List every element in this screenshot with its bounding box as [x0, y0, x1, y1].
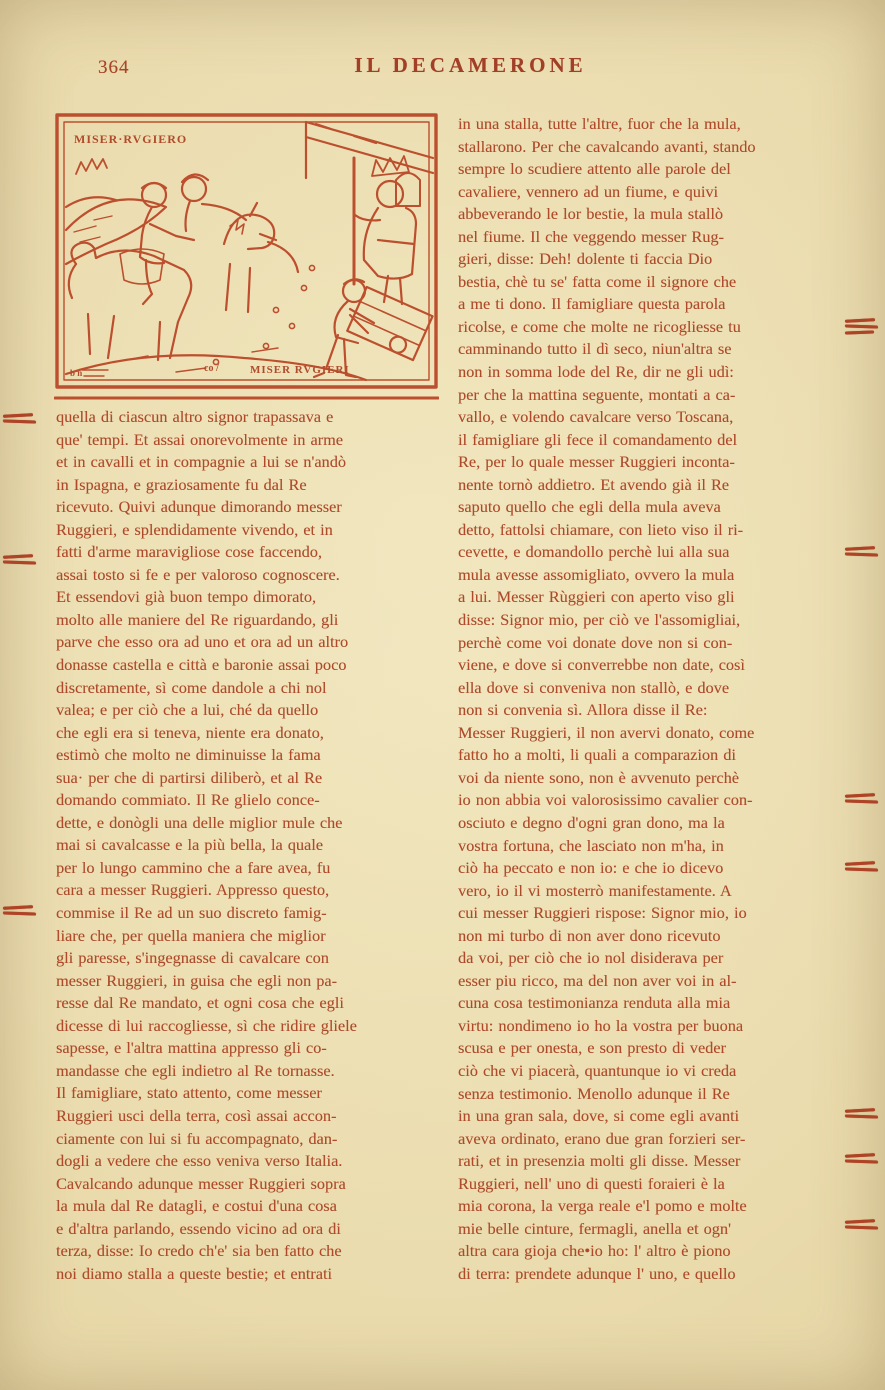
text-line: sempre lo scudiere attento alle parole del: [458, 159, 731, 179]
text-line: assai tosto si fe e per valoroso cognoscere.: [56, 564, 340, 584]
mark-bar: [3, 911, 36, 916]
text-line: Ruggieri, nell' uno di questi foraieri è la: [458, 1173, 725, 1193]
text-line: Ruggieri, e splendidamente vivendo, et in: [56, 519, 333, 539]
text-line: a lui. Messer Rùggieri con aperto viso gli: [458, 587, 735, 607]
saddle-blanket: [120, 249, 164, 284]
text-line: il famigliare gli fece il comandamento del: [458, 429, 738, 449]
text-line: abbeverando le lor bestie, la mula stallò: [458, 204, 724, 224]
horse-legs: [226, 242, 298, 312]
text-line: resse dal Re mandato, et ogni cosa che egli: [56, 993, 344, 1013]
text-line: et in cavalli et in compagnie a lui se n'andò: [56, 452, 346, 472]
text-line: ella dove si conveniva non stallò, e dove: [458, 677, 730, 697]
mark-bar: [845, 1108, 875, 1113]
mark-bar: [845, 1159, 878, 1164]
text-line: valea; e per ciò che a lui, ché da quello: [56, 700, 319, 720]
mark-bar: [3, 419, 36, 424]
text-line: ciamente con lui si fu accompagnato, dan-: [56, 1128, 338, 1148]
margin-mark-annotation: [845, 791, 879, 806]
mark-bar: [845, 324, 878, 329]
text-line: a me ti dono. Il famigliare questa parola: [458, 294, 726, 314]
text-line: messer Ruggieri, in guisa che egli non pa-: [56, 970, 337, 990]
margin-mark-annotation: [3, 552, 37, 567]
text-line: nente tornò addietro. Et avendo già il Re: [458, 474, 730, 494]
text-line: discretamente, sì come dandole a chi nol: [56, 677, 327, 697]
mark-bar: [845, 1114, 878, 1119]
mark-bar: [845, 1219, 875, 1224]
text-line: commise il Re ad un suo discreto famig-: [56, 903, 327, 923]
text-line: mie belle cinture, fermagli, anella et ogn': [458, 1218, 731, 1238]
text-line: mandasse che egli indietro al Re tornasse.: [56, 1060, 335, 1080]
text-line: non si convenia sì. Allora disse il Re:: [458, 700, 708, 720]
text-line: cuna cosa testimonianza renduta alla mia: [458, 993, 731, 1013]
text-line: cavaliere, vennero ad un fiume, e quivi: [458, 181, 719, 201]
text-line: cevette, e domandollo perchè lui alla sua: [458, 542, 730, 562]
text-line: gieri, disse: Deh! dolente ti faccia Dio: [458, 249, 713, 269]
text-line: bestia, chè tu se' fatta come il signore che: [458, 271, 737, 291]
margin-mark-annotation: [845, 544, 879, 559]
mark-bar: [845, 867, 878, 872]
text-line: ciò ha peccato e non io: e che io dicevo: [458, 858, 724, 878]
woodcut-caption-bottom: MISER RVGIERI: [250, 364, 350, 376]
woodcut-illustration: [54, 112, 439, 405]
text-line: in una stalla, tutte l'altre, fuor che la mula,: [458, 114, 741, 133]
text-line: camminando tutto il dì seco, niun'altra se: [458, 339, 732, 359]
text-line: sua· per che di partirsi diliberò, et al Re: [56, 767, 323, 787]
margin-marks-right: [837, 0, 883, 1390]
text-line: voi da niente sono, non è avvenuto perchè: [458, 767, 739, 787]
text-line: osciuto e degno d'ogni gran dono, ma la: [458, 812, 725, 832]
text-line: non in somma lode del Re, dir ne gli udì:: [458, 362, 734, 382]
king-arm: [355, 215, 414, 244]
text-line: disse: Signor mio, per ciò ve l'assomigliai,: [458, 610, 741, 630]
bushes: [76, 159, 107, 174]
rider1-arm: [150, 224, 194, 240]
margin-mark-annotation: [845, 1217, 879, 1232]
text-line: che egli era si teneva, niente era donato,: [56, 722, 324, 742]
text-line: gli paresse, s'ingegnasse di cavalcare con: [56, 948, 329, 968]
hill-hatching: [74, 216, 112, 242]
horse-head: [224, 215, 274, 249]
rider2-head: [182, 177, 206, 201]
margin-mark-annotation: [845, 316, 879, 337]
text-line: la mula dal Re datagli, e costui d'una cosa: [56, 1196, 337, 1216]
text-line: Re, per lo quale messer Ruggieri inconta-: [458, 452, 735, 472]
margin-mark-annotation: [3, 903, 37, 918]
text-line: altra cara gioja che•io ho: l' altro è piono: [458, 1241, 731, 1261]
mark-bar: [845, 799, 878, 804]
mark-bar: [3, 905, 33, 910]
mark-bar: [845, 1153, 875, 1158]
woodcut-caption-top: MISER·RVGIERO: [74, 132, 188, 146]
horse-muzzle: [250, 203, 276, 240]
text-line: stallarono. Per che cavalcando avanti, stando: [458, 136, 756, 156]
text-line: scusa e per onesta, e son presto di veder: [458, 1038, 726, 1058]
text-line: da voi, per ciò che io nol disiderava per: [458, 948, 724, 968]
mark-bar: [845, 552, 878, 557]
rider1-leg: [143, 260, 152, 304]
text-line: mula avesse assomigliato, ovvero la mula: [458, 564, 735, 584]
text-line: io non abbia voi valorosissimo cavalier con-: [458, 790, 753, 810]
text-line: cara a messer Ruggieri. Appresso questo,: [56, 880, 330, 900]
king-crown: [372, 156, 409, 176]
text-line: senza testimonio. Menollo adunque il Re: [458, 1083, 730, 1103]
text-line: ciò che vi piacerà, quantunque io vi creda: [458, 1060, 737, 1080]
text-line: fatto ho a molti, li quali a comparazion di: [458, 745, 736, 765]
text-line: domando commiato. Il Re glielo conce-: [56, 790, 320, 810]
text-line: vallo, e volendo cavalcare verso Toscana,: [458, 407, 734, 427]
text-line: quella di ciascun altro signor trapassava e: [56, 407, 334, 426]
mule-body: [71, 243, 191, 360]
king-head: [377, 181, 403, 207]
text-line: per lo lungo cammino che a fare avea, fu: [56, 857, 331, 877]
text-line: aveva ordinato, erano due gran forzieri ser-: [458, 1128, 746, 1148]
text-line: estimò che molto ne diminuisse la fama: [56, 745, 321, 765]
mark-bar: [3, 413, 33, 418]
text-line: liare che, per quella maniera che miglior: [56, 925, 326, 945]
mark-bar: [845, 793, 875, 798]
text-line: mia corona, la verga reale e'l pomo e molte: [458, 1196, 747, 1216]
mark-bar: [3, 560, 36, 565]
text-line: Ruggieri usci della terra, così assai accon-: [56, 1105, 337, 1125]
mark-bar: [845, 546, 875, 551]
text-line: in una gran sala, dove, si come egli avanti: [458, 1106, 740, 1126]
text-line: fatti d'arme maravigliose cose faccendo,: [56, 542, 322, 562]
mark-bar: [845, 318, 875, 323]
text-line: sapesse, e l'altra mattina appresso gli co-: [56, 1038, 327, 1058]
page-number: 364: [98, 57, 130, 78]
text-line: e d'altra parlando, essendo vicino ad ora di: [56, 1218, 341, 1238]
text-line: Il famigliare, stato attento, come messer: [56, 1083, 322, 1103]
text-line: Et essendovi già buon tempo dimorato,: [56, 587, 317, 607]
text-line: detto, fattolsi chiamare, con lieto viso il ri-: [458, 519, 744, 539]
text-line: non mi turbo di non aver dono ricevuto: [458, 925, 721, 945]
text-line: ricevuto. Quivi adunque dimorando messer: [56, 497, 342, 517]
text-line: donasse castella e città e baronie assai poco: [56, 655, 347, 675]
text-line: que' tempi. Et assai onorevolmente in arme: [56, 429, 343, 449]
margin-mark-annotation: [845, 1151, 879, 1166]
woodcut-corner-letters: b n: [70, 368, 83, 378]
text-line: nel fiume. Il che veggendo messer Rug-: [458, 226, 724, 246]
text-line: Cavalcando adunque messer Ruggieri sopra: [56, 1173, 346, 1193]
text-line: viene, e dove si converrebbe non date, così: [458, 655, 745, 675]
mule-tail: [69, 264, 76, 298]
text-line: dogli a vedere che esso veniva verso Italia.: [56, 1151, 343, 1171]
text-line: virtu: nondimeno io ho la vostra per buona: [458, 1015, 744, 1035]
text-line: vero, io il vi mosterrò manifestamente. A: [458, 880, 732, 900]
margin-mark-annotation: [845, 1106, 879, 1121]
text-line: dette, e donògli una delle miglior mule che: [56, 812, 343, 832]
margin-marks-left: [3, 0, 49, 1390]
text-line: esser piu ricco, ma del non aver voi in al-: [458, 970, 737, 990]
text-line: cui messer Ruggieri rispose: Signor mio, io: [458, 903, 747, 923]
mark-bar: [845, 861, 875, 866]
mark-bar: [3, 554, 33, 559]
mark-bar: [845, 1225, 878, 1230]
text-column-right: [458, 113, 859, 1285]
text-line: saputo quello che egli della mula aveva: [458, 497, 721, 517]
text-line: mai si cavalcasse e la più bella, la quale: [56, 835, 324, 855]
margin-mark-annotation: [845, 859, 879, 874]
text-line: per che la mattina seguente, montati a ca-: [458, 384, 736, 404]
text-line: in Ispagna, e graziosamente fu dal Re: [56, 474, 307, 494]
text-line: molto alle maniere del Re riguardando, gli: [56, 609, 339, 629]
text-column-left: [56, 406, 447, 1285]
text-line: noi diamo stalla a queste bestie; et entrati: [56, 1263, 333, 1283]
text-line: perchè come voi donate dove non si con-: [458, 632, 733, 652]
margin-mark-annotation: [3, 411, 37, 426]
mark-bar: [845, 330, 874, 334]
woodcut-inscription: co /: [204, 363, 219, 374]
text-line: terza, disse: Io credo ch'e' sia ben fatto che: [56, 1241, 342, 1261]
text-line: parve che esso ora ad uno et ora ad un altro: [56, 632, 349, 652]
running-title: IL DECAMERONE: [354, 53, 587, 77]
text-line: vostra fortuna, che lasciato non m'ha, in: [458, 835, 724, 855]
text-line: dicesse di lui raccogliesse, sì che ridire gliele: [56, 1015, 357, 1035]
servant-arms: [350, 309, 374, 333]
ceiling-beams: [306, 122, 433, 173]
text-line: rati, et in presenzia molti gli disse. Messer: [458, 1151, 741, 1171]
text-line: Messer Ruggieri, il non avervi donato, come: [458, 722, 755, 742]
text-line: di terra: prendete adunque l' uno, e quello: [458, 1263, 736, 1283]
text-line: ricolse, e come che molte ne ricogliesse tu: [458, 316, 741, 336]
